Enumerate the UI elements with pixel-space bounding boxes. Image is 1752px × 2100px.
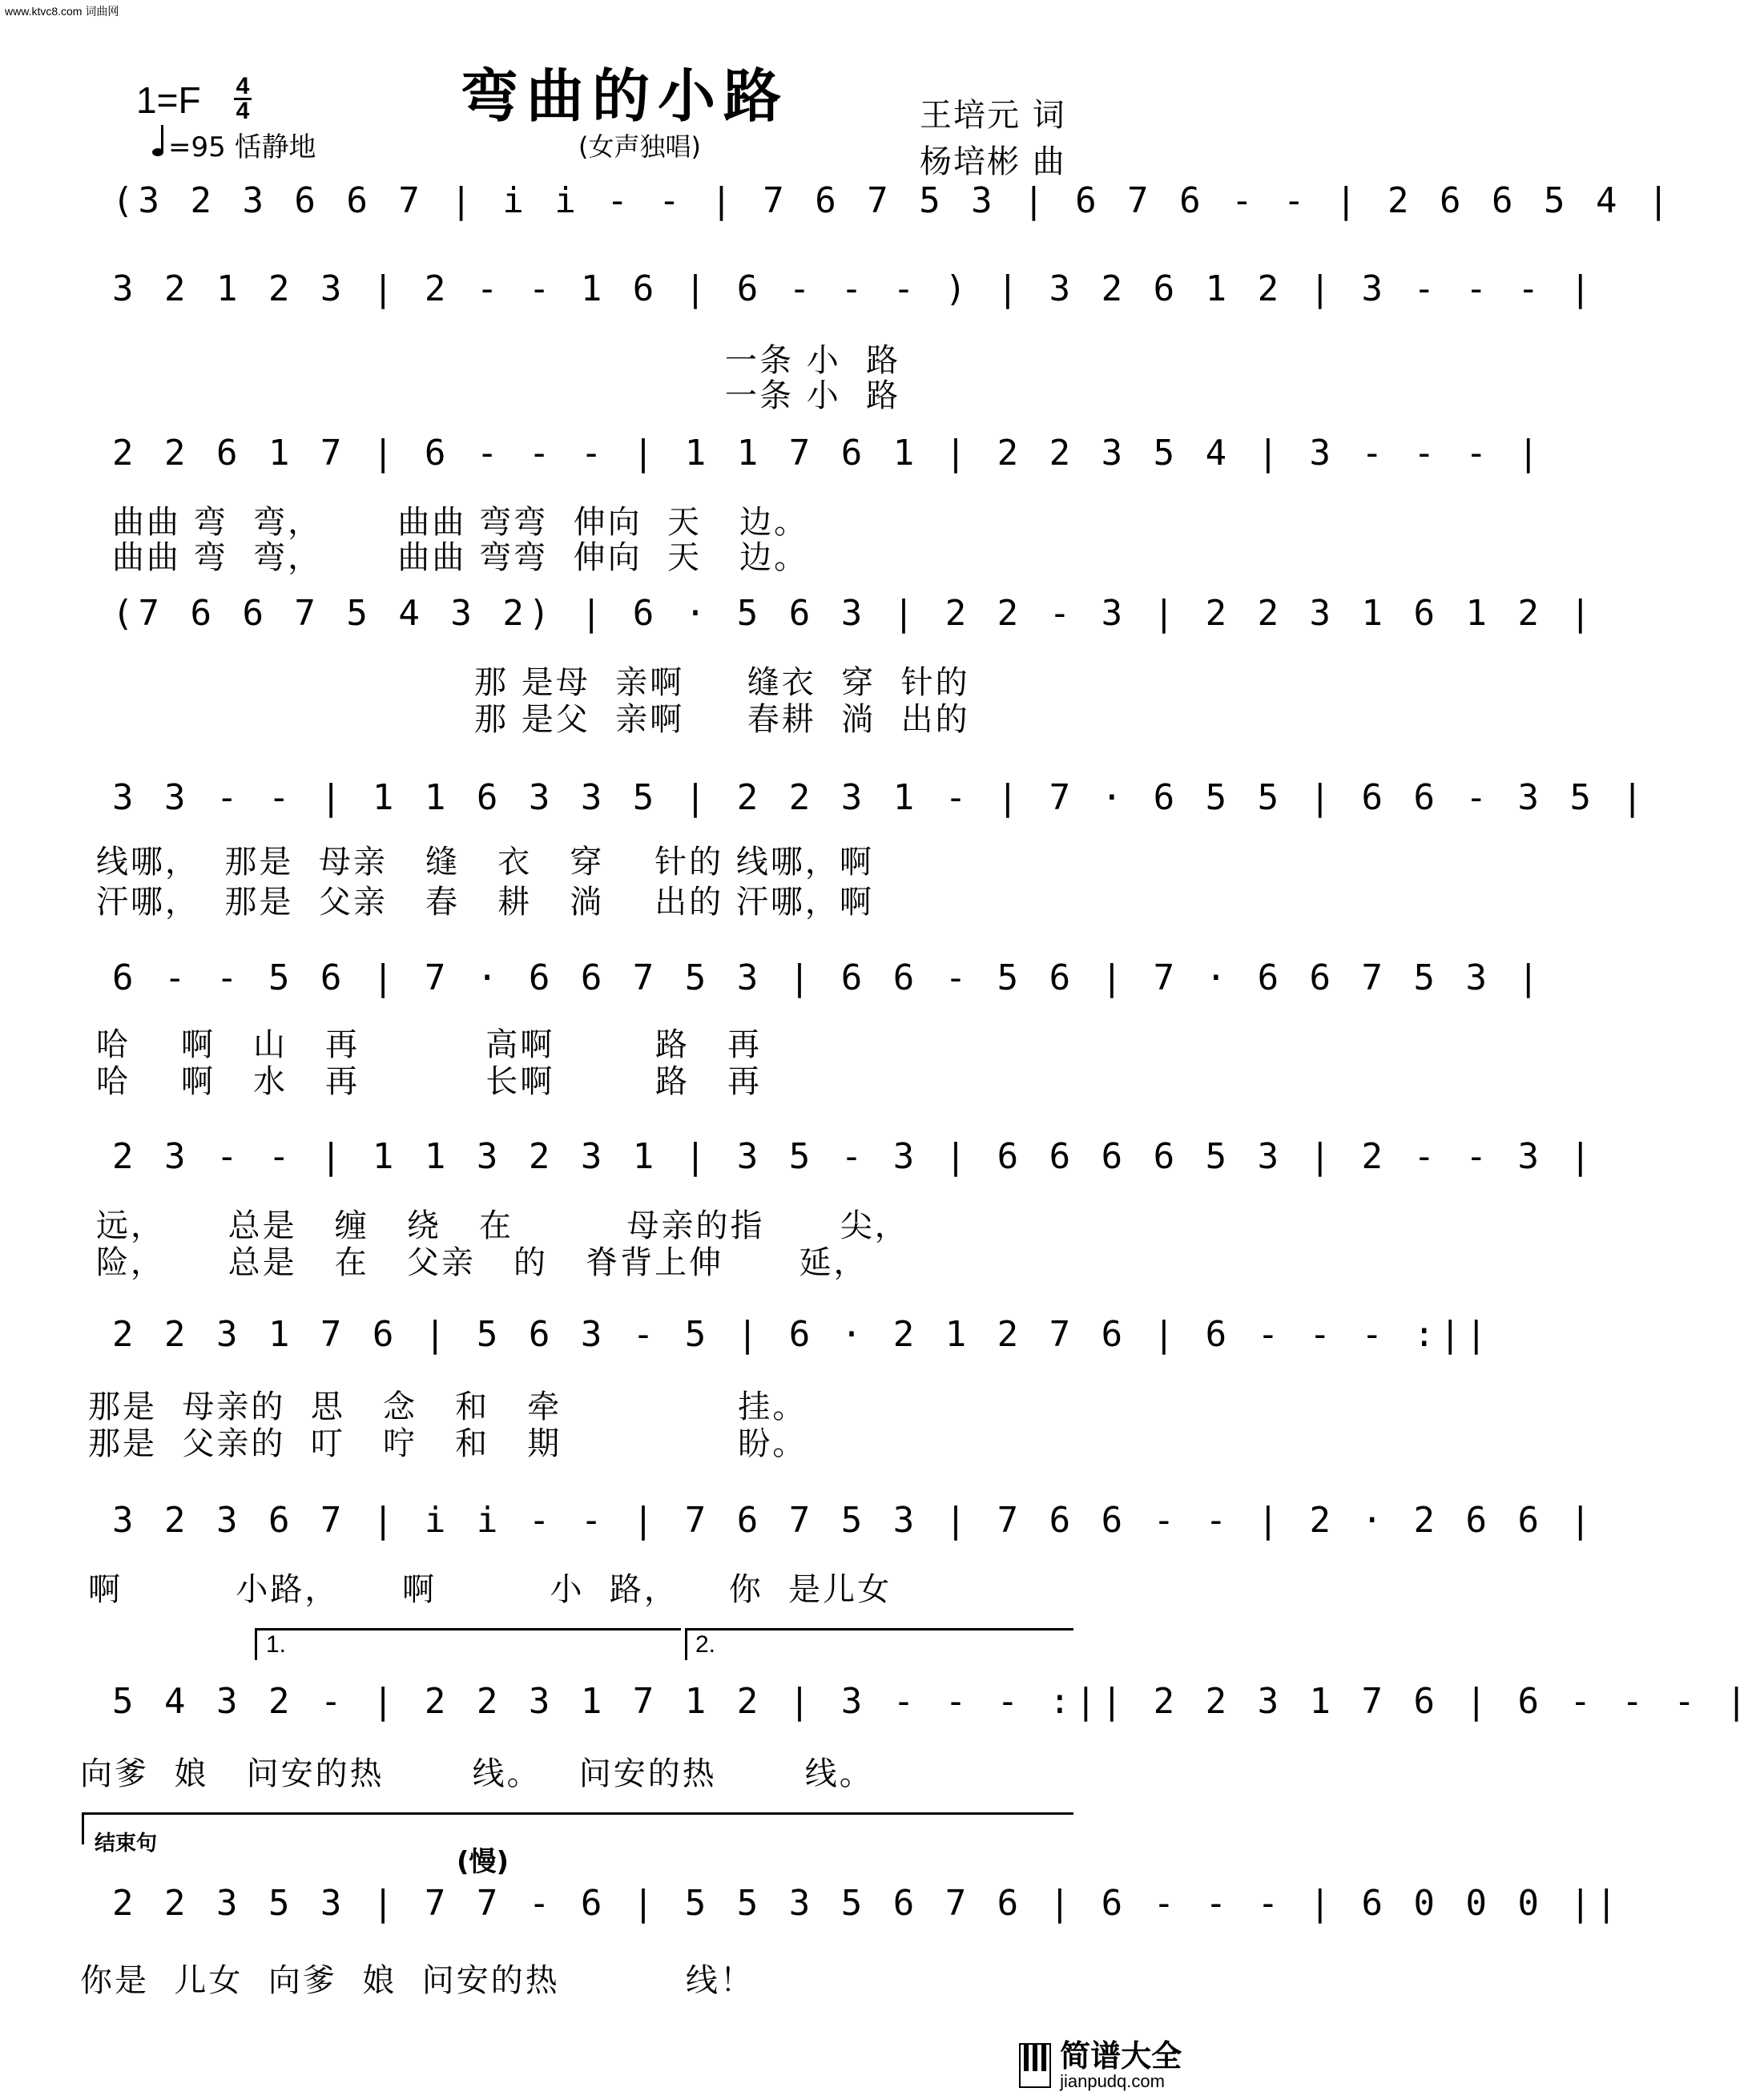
lyric-row-7-verse-2: 险， 总是 在 父亲 的 脊背上伸 延， xyxy=(96,1244,868,1281)
time-top: 4 xyxy=(236,73,250,99)
score-row-3: 2 2 6 1 7 | 6 - - - | 1 1 7 6 1 | 2 2 3 5 4 | 3 - - - | xyxy=(112,433,1544,474)
lyric-row-4-verse-2: 那 是父 亲啊 春耕 淌 出的 xyxy=(474,701,970,738)
jianpudq-logo xyxy=(1019,2040,1182,2091)
lyric-row-5-verse-1: 线哪， 那是 母亲 缝 衣 穿 针的 线哪，啊 xyxy=(96,844,874,881)
lyric-row-6-verse-2: 哈 啊 水 再 长啊 路 再 xyxy=(96,1063,763,1100)
second-ending-bracket-side xyxy=(685,1628,687,1660)
time-signature xyxy=(234,75,252,123)
key-signature: 1=F xyxy=(136,79,201,121)
second-ending-bracket xyxy=(685,1628,1073,1630)
lyric-row-2-verse-1: 一条 小 路 xyxy=(725,342,901,379)
lyric-row-9: 啊 小路， 啊 小 路， 你 是儿女 xyxy=(88,1571,892,1608)
logo-url: jianpudq.com xyxy=(1060,2071,1165,2091)
lyric-row-10: 向爹 娘 问安的热 线。 问安的热 线。 xyxy=(80,1755,874,1792)
lyric-row-2-verse-2: 一条 小 路 xyxy=(725,377,901,414)
lyric-row-11: 你是 儿女 向爹 娘 问安的热 线！ xyxy=(80,1962,755,1999)
score-row-9: 3 2 3 6 7 | i i - - | 7 6 7 5 3 | 7 6 6 - - | 2 · 2 6 6 | xyxy=(112,1500,1596,1541)
lyric-row-3-verse-1: 曲曲 弯 弯， 曲曲 弯弯 伸向 天 边。 xyxy=(112,504,809,541)
lyric-row-4-verse-1: 那 是母 亲啊 缝衣 穿 针的 xyxy=(474,664,970,701)
score-row-2: 3 2 1 2 3 | 2 - - 1 6 | 6 - - - ) | 3 2 6 1 2 | 3 - - - | xyxy=(112,268,1596,309)
quarter-note-icon xyxy=(152,148,163,156)
lyric-row-8-verse-1: 那是 母亲的 思 念 和 牵 挂。 xyxy=(88,1389,808,1425)
score-row-5: 3 3 - - | 1 1 6 3 3 5 | 2 2 3 1 - | 7 · 6 5 5 | 6 6 - 3 5 | xyxy=(112,777,1648,818)
second-ending-label: 2. xyxy=(695,1631,716,1658)
logo-name: 简谱大全 xyxy=(1060,2038,1182,2074)
lyric-row-3-verse-2: 曲曲 弯 弯， 曲曲 弯弯 伸向 天 边。 xyxy=(112,539,809,576)
coda-bracket xyxy=(82,1812,1073,1815)
tempo-marking xyxy=(152,125,316,164)
lyric-row-6-verse-1: 哈 啊 山 再 高啊 路 再 xyxy=(96,1026,763,1063)
first-ending-bracket-side xyxy=(255,1628,257,1660)
tempo-text: =95 恬静地 xyxy=(168,131,316,163)
lyric-row-5-verse-2: 汗哪， 那是 父亲 春 耕 淌 出的 汗哪，啊 xyxy=(96,884,874,921)
song-title: 弯曲的小路 xyxy=(461,62,790,130)
composer-credit: 杨培彬 曲 xyxy=(920,143,1066,180)
coda-label: 结束句 xyxy=(95,1832,158,1856)
piano-keys-icon xyxy=(1019,2043,1051,2088)
coda-bracket-side xyxy=(82,1812,84,1844)
score-row-10: 5 4 3 2 - | 2 2 3 1 7 1 2 | 3 - - - :|| 2 2 3 1 7 6 | 6 - - - | xyxy=(112,1681,1752,1722)
song-subtitle: (女声独唱) xyxy=(578,131,701,162)
slow-marking: (慢) xyxy=(457,1846,509,1878)
score-row-4: (7 6 6 7 5 4 3 2) | 6 · 5 6 3 | 2 2 - 3 | 2 2 3 1 6 1 2 | xyxy=(112,593,1596,634)
score-row-7: 2 3 - - | 1 1 3 2 3 1 | 3 5 - 3 | 6 6 6 6 5 3 | 2 - - 3 | xyxy=(112,1136,1596,1177)
time-bottom: 4 xyxy=(236,98,250,124)
score-row-1: (3 2 3 6 6 7 | i i - - | 7 6 7 5 3 | 6 7 6 - - | 2 6 6 5 4 | xyxy=(112,180,1674,221)
score-row-8: 2 2 3 1 7 6 | 5 6 3 - 5 | 6 · 2 1 2 7 6 | 6 - - - :|| xyxy=(112,1314,1492,1355)
first-ending-label: 1. xyxy=(266,1631,287,1658)
lyric-row-8-verse-2: 那是 父亲的 叮 咛 和 期 盼。 xyxy=(88,1425,808,1462)
score-row-11: 2 2 3 5 3 | 7 7 - 6 | 5 5 3 5 6 7 6 | 6 - - - | 6 0 0 0 || xyxy=(112,1883,1622,1924)
first-ending-bracket xyxy=(255,1628,681,1630)
lyricist-credit: 王培元 词 xyxy=(920,97,1066,134)
lyric-row-7-verse-1: 远， 总是 缠 绕 在 母亲的指 尖， xyxy=(96,1207,909,1244)
score-row-6: 6 - - 5 6 | 7 · 6 6 7 5 3 | 6 6 - 5 6 | 7 · 6 6 7 5 3 | xyxy=(112,957,1544,998)
site-watermark: www.ktvc8.com 词曲网 xyxy=(5,5,119,18)
